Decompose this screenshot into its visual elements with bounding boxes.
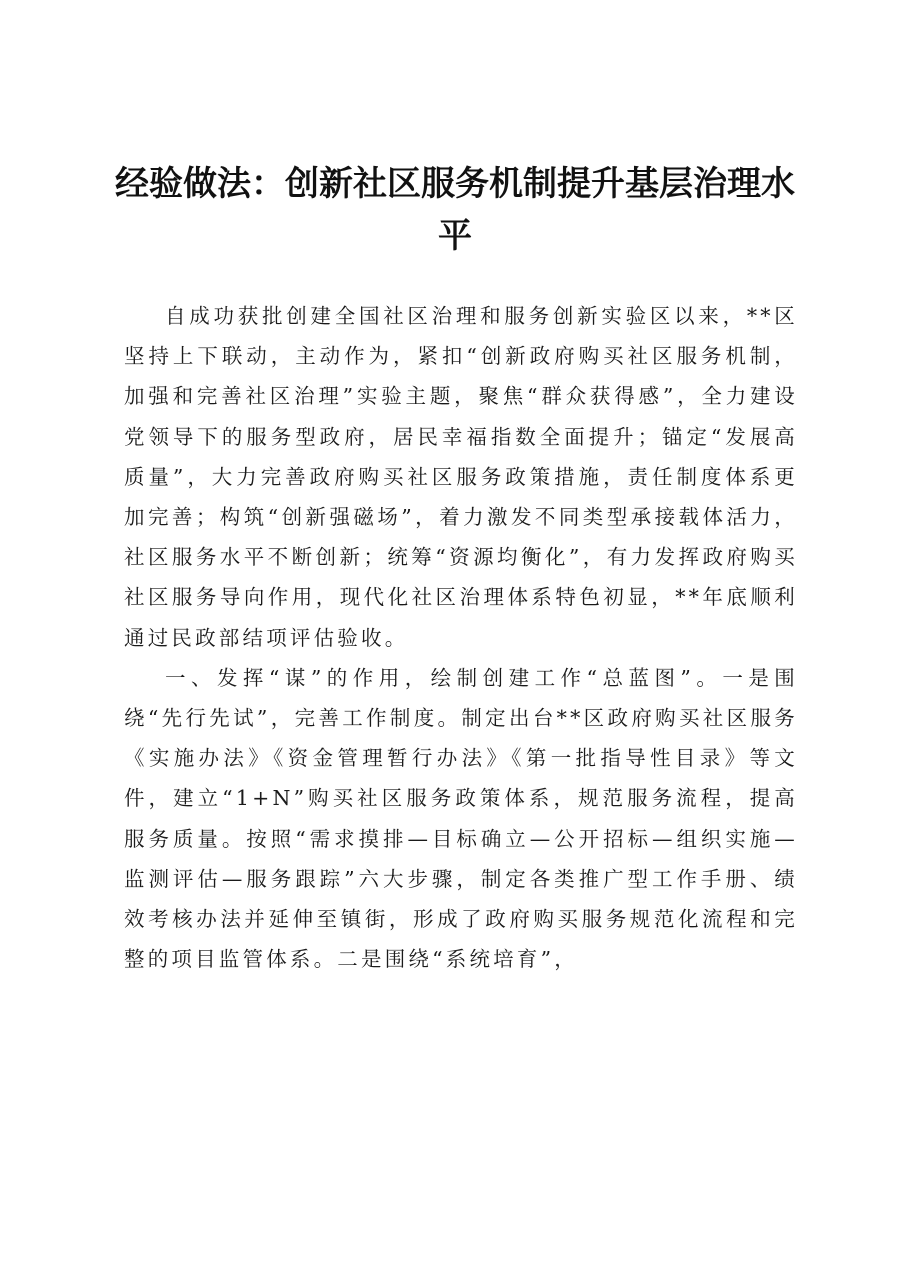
document-title: 经验做法：创新社区服务机制提升基层治理水平: [115, 164, 795, 256]
paragraph-intro: 自成功获批创建全国社区治理和服务创新实验区以来，**区坚持上下联动，主动作为，紧扣“创新政府购买社区服务机制，加强和完善社区治理”实验主题，聚焦“群众获得感”，全力建设党领导下的服务型政府，居民幸福指数全面提升；锚定“发展高质量”，大力完善政府购买社区服务政策措施，责任制度体系更加完善；构筑“创新强磁场”，着力激发不同类型承接载体活力，社区服务水平不断创新；统筹“资源均衡化”，有力发挥政府购买社区服务导向作用，现代化社区治理体系特色初显，**年底顺利通过民政部结项评估验收。: [124, 304, 798, 650]
paragraph-section-one: 一、发挥“谋”的作用，绘制创建工作“总蓝图”。一是围绕“先行先试”，完善工作制度。制定出台**区政府购买社区服务《实施办法》《资金管理暂行办法》《第一批指导性目录》等文件，建立“1+N”购买社区服务政策体系，规范服务流程，提高服务质量。按照“需求摸排—目标确立—公开招标—组织实施—监测评估—服务跟踪”六大步骤，制定各类推广型工作手册、绩效考核办法并延伸至镇街，形成了政府购买服务规范化流程和完整的项目监管体系。二是围绕“系统培育”，: [124, 665, 798, 972]
document-body: [124, 296, 798, 979]
